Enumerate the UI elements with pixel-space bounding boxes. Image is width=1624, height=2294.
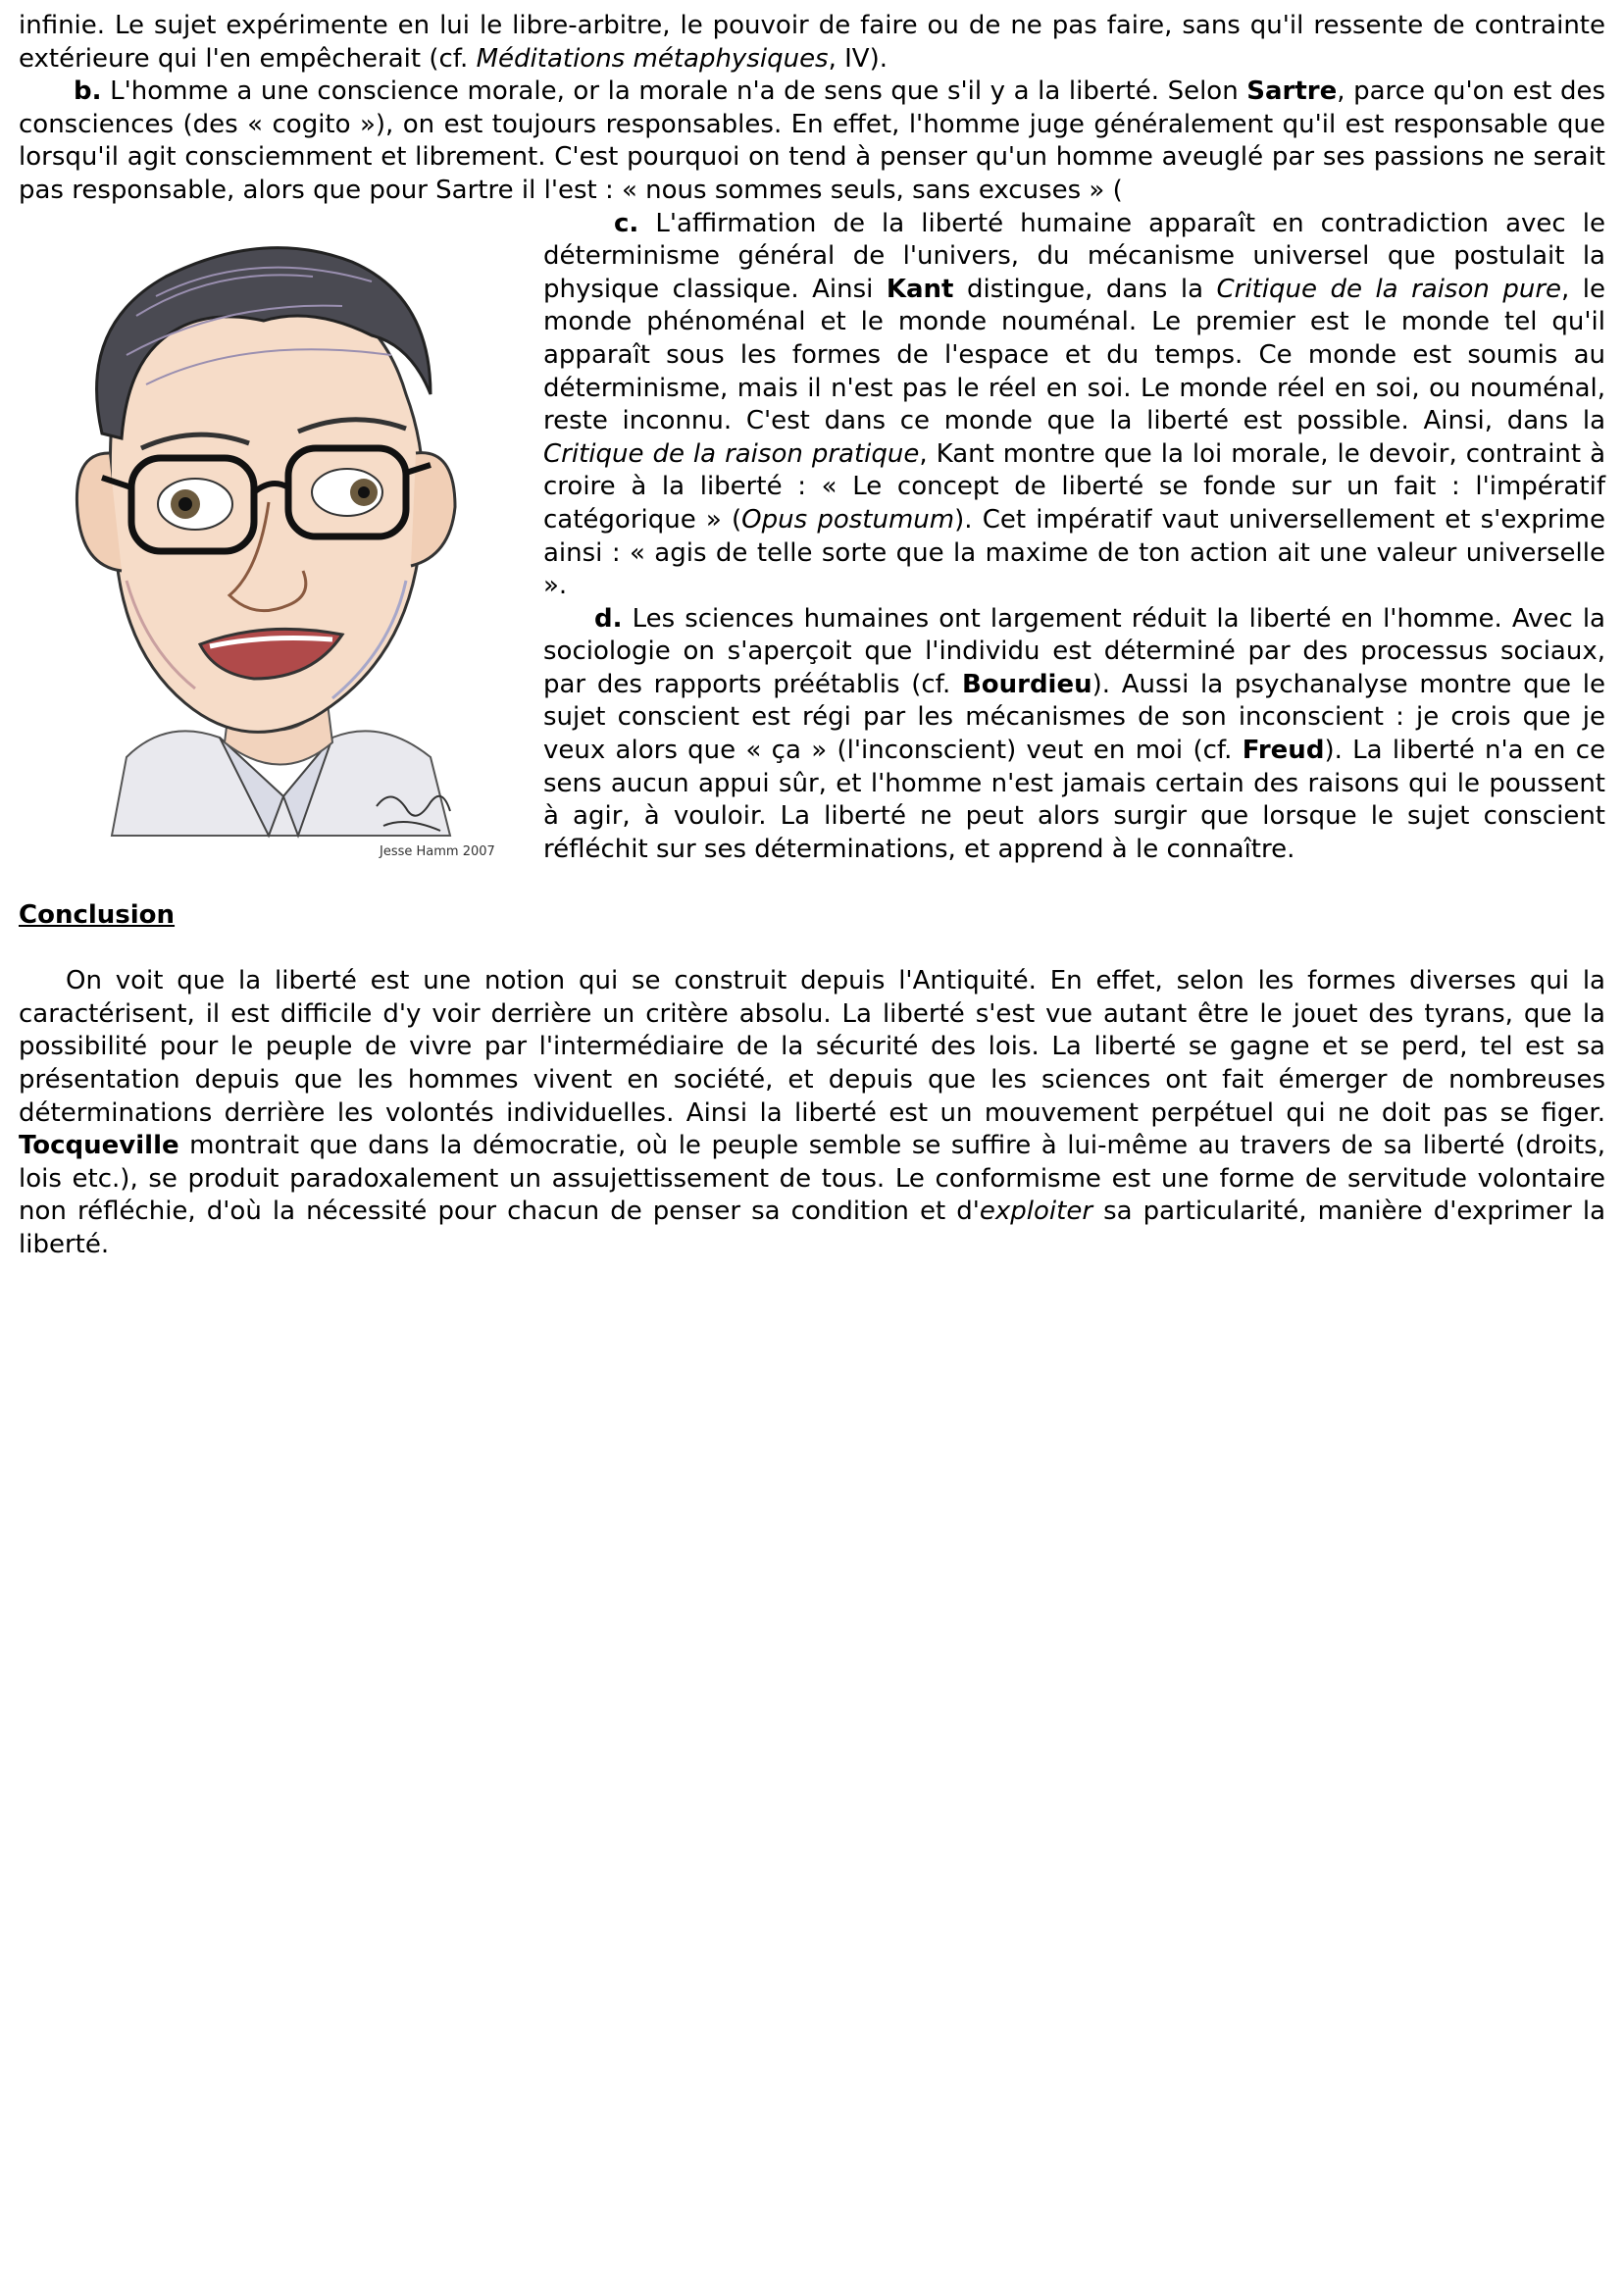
author-name: Kant <box>886 274 954 304</box>
paragraph-conclusion <box>19 965 1605 1261</box>
text-run: infinie. Le sujet expérimente en lui le libre-arbitre, le pouvoir de faire ou de ne pas faire, sans qu'il ressente de contrainte extérieure qui l'en empêcherait (cf. <box>19 11 1605 74</box>
text-run: , parce qu'on est des consciences (des « cogito »), on est toujours responsables. En effet, l'homme juge généralement qu'il est responsable que lorsqu'il agit consciemment et librement. C'est pourquoi on tend à penser qu'un homme aveuglé par ses passions ne serait pas responsable, alors que pour Sartre il l'est : « nous sommes seuls, sans excuses » ( <box>19 76 1605 205</box>
author-name: Sartre <box>1246 76 1338 107</box>
book-title: Critique de la raison pure <box>1216 274 1562 304</box>
conclusion-heading: Conclusion <box>19 900 176 931</box>
text-run: montrait que dans la démocratie, où le peuple semble se suffire à lui-même au travers de sa liberté (droits, lois etc.), se produit paradoxalement un assujettissement de tous. Le conformisme est une forme de servitude volontaire non réfléchie, d'où la nécessité pour chacun de penser sa condition et d' <box>19 1131 1605 1227</box>
author-name: Bourdieu <box>961 669 1092 699</box>
text-run: Les sciences humaines ont largement réduit la liberté en l'homme. Avec la sociologie on s'aperçoit que l'individu est déterminé par des processus sociaux, par des rapports préétablis (cf. <box>543 603 1605 699</box>
section-marker: c. <box>614 208 639 238</box>
text-run: , le monde phénoménal et le monde nouménal. Le premier est le monde tel qu'il apparaît sous les formes de l'espace et du temps. Ce monde est soumis au déterminisme, mais il n'est pas le réel en soi. Le monde réel en soi, ou nouménal, reste inconnu. C'est dans ce monde que la liberté est possible. Ainsi, dans la <box>543 274 1606 436</box>
section-marker: d. <box>594 603 623 634</box>
paragraph-b <box>19 76 1605 207</box>
section-marker: b. <box>74 76 102 107</box>
text-run: On voit que la liberté est une notion qui se construit depuis l'Antiquité. En effet, selon les formes diverses qui la caractérisent, il est difficile d'y voir derrière un critère absolu. La liberté s'est vue autant être le jouet des tyrans, que la possibilité pour le peuple de vivre par l'intermédiaire de la sécurité des lois. La liberté se gagne et se perd, tel est sa présentation depuis que les hommes vivent en société, et depuis que les sciences ont fait émerger de nombreuses déterminations derrière les volontés individuelles. Ainsi la liberté est un mouvement perpétuel qui ne doit pas se figer. <box>19 966 1605 1128</box>
portrait-drawing <box>19 208 524 881</box>
text-run: ). La liberté n'a en ce sens aucun appui sûr, et l'homme n'est jamais certain des raisons qui le poussent à agir, à vouloir. La liberté ne peut alors surgir que lorsque le sujet conscient réfléchit sur ses déterminations, et apprend à le connaître. <box>543 736 1605 864</box>
text-run: distingue, dans la <box>953 274 1217 304</box>
author-name: Freud <box>1242 736 1325 766</box>
text-run: , IV). <box>828 43 888 74</box>
text-run: L'affirmation de la liberté humaine apparaît en contradiction avec le déterminisme général de l'univers, du mécanisme universel que postulait la physique classique. Ainsi <box>543 208 1605 304</box>
text-run: ). Aussi la psychanalyse montre que le sujet conscient est régi par les mécanismes de son inconscient : je crois que je veux alors que « ça » (l'inconscient) veut en moi (cf. <box>543 669 1605 766</box>
author-name: Tocqueville <box>19 1131 179 1161</box>
book-title: Critique de la raison pratique <box>543 438 920 469</box>
text-run: , Kant montre que la loi morale, le devoir, contraint à croire à la liberté : « Le concept de liberté se fonde sur un fait : l'impératif catégorique » ( <box>543 438 1606 535</box>
book-title: Opus postumum <box>741 504 955 535</box>
emphasized-word: exploiter <box>979 1197 1093 1227</box>
document-page <box>19 10 1605 1262</box>
paragraph-intro <box>19 10 1605 76</box>
text-run: ). Cet impératif vaut universellement et s'exprime ainsi : « agis de telle sorte que la maxime de ton action ait une valeur universelle ». <box>543 504 1605 601</box>
text-run: sa particularité, manière d'exprimer la liberté. <box>19 1197 1605 1259</box>
caricature-illustration <box>19 208 524 881</box>
book-title: Méditations métaphysiques <box>476 43 829 74</box>
text-run: L'homme a une conscience morale, or la morale n'a de sens que s'il y a la liberté. Selon <box>101 76 1247 107</box>
svg-text:Jesse Hamm 2007: Jesse Hamm 2007 <box>380 843 495 859</box>
